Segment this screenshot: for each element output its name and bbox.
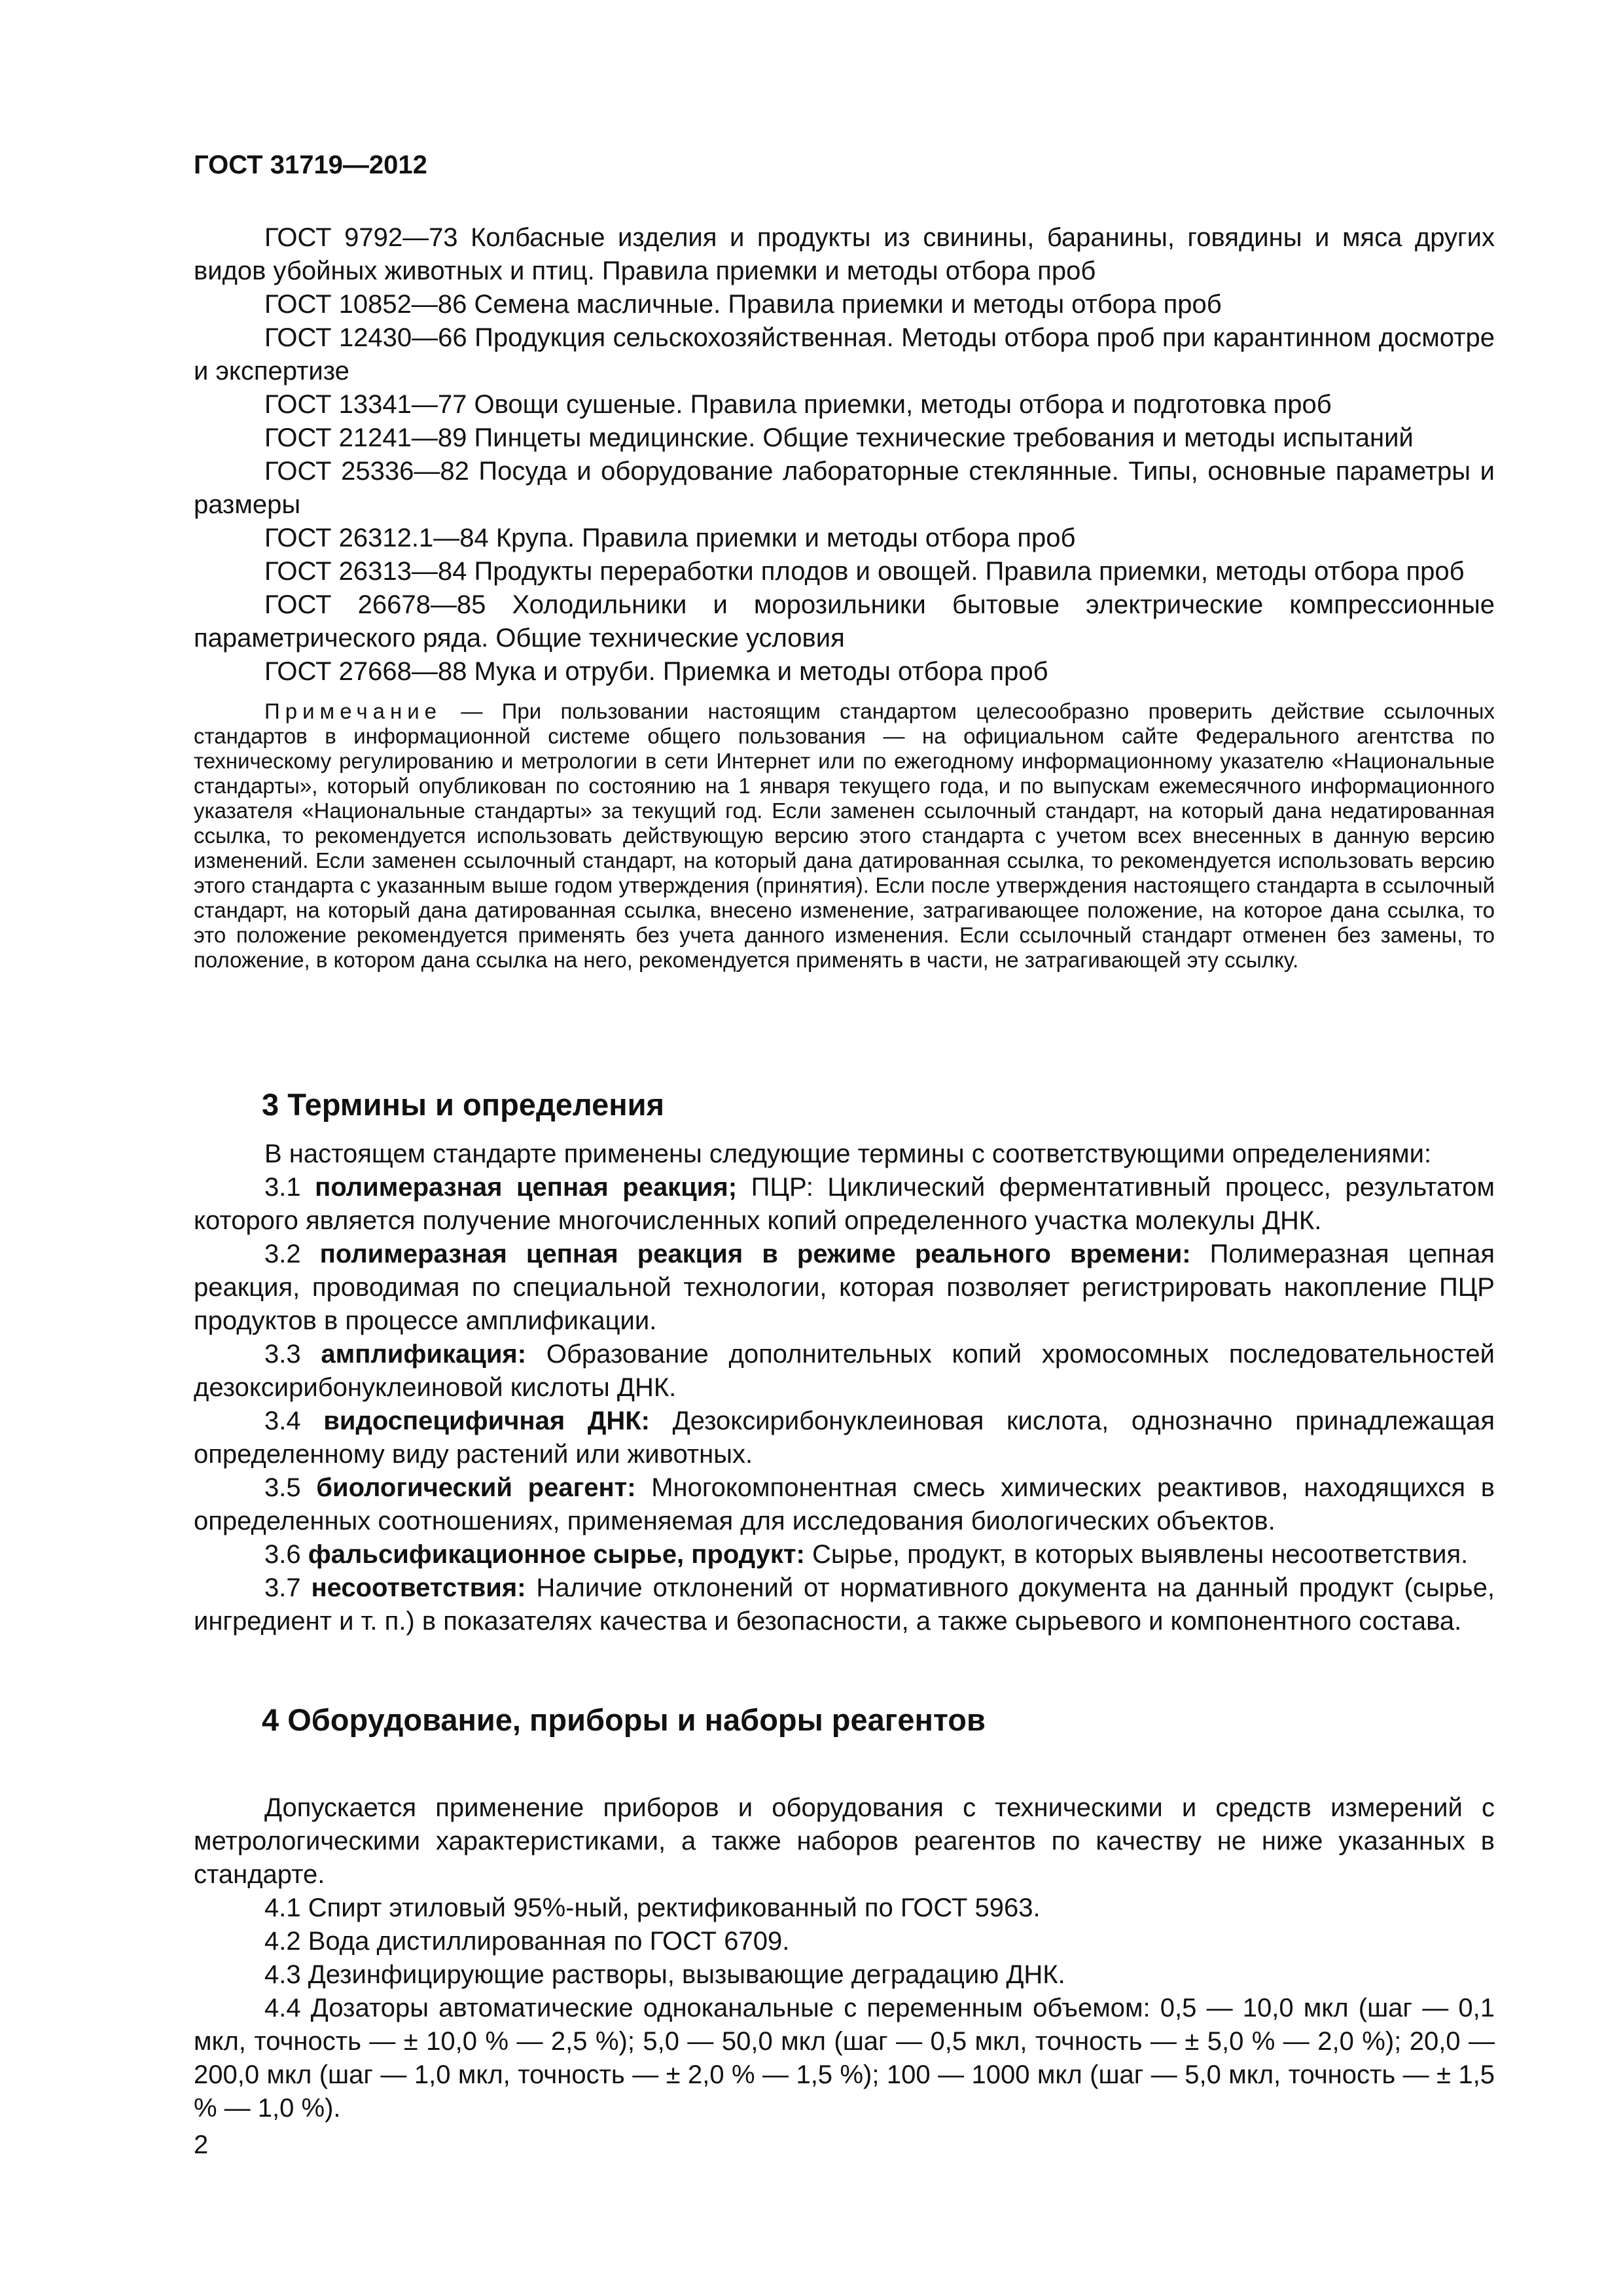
term-definition: 3.6 фальсификационное сырье, продукт: Сырье, продукт, в которых выявлены несоответствия. (264, 1540, 1469, 1569)
term-definition: 3.7 несоответствия: Наличие отклонений от нормативного документа на данный продукт (сырье, ингредиент и т. п.) в показателях качества и безопасности, а также сырьевого и компонентного состава. (194, 1573, 1495, 1636)
section-3-intro: В настоящем стандарте применены следующие термины с соответствующими определениями: (264, 1139, 1432, 1168)
page-number: 2 (194, 2130, 209, 2159)
note-label: Примечание (264, 699, 442, 723)
section-4-paragraph: 4.2 Вода дистиллированная по ГОСТ 6709. (264, 1927, 790, 1956)
reference-item: ГОСТ 27668—88 Мука и отруби. Приемка и методы отбора проб (264, 657, 1048, 686)
reference-item: ГОСТ 26312.1—84 Крупа. Правила приемки и методы отбора проб (264, 524, 1076, 552)
section-4-paragraph: 4.1 Спирт этиловый 95%-ный, ректификованный по ГОСТ 5963. (264, 1893, 1041, 1922)
section-3-body (194, 1138, 1495, 1638)
document-header-id: ГОСТ 31719—2012 (194, 151, 427, 179)
reference-item: ГОСТ 13341—77 Овощи сушеные. Правила приемки, методы отбора и подготовка проб (264, 390, 1332, 419)
term-name: полимеразная цепная реакция в режиме реального времени: (319, 1240, 1191, 1268)
term-name: видоспецифичная ДНК: (323, 1407, 650, 1435)
section-4-paragraph: 4.4 Дозаторы автоматические одноканальные с переменным объемом: 0,5 — 10,0 мкл (шаг — 0,1 мкл, точность — ± 10,0 % — 2,5 %); 5,0 — 50,0 мкл (шаг — 0,5 мкл, точность — ± 5,0 % — 2,0 %); 20,0 — 200,0 мкл (шаг — 1,0 мкл, точность — ± 2,0 % — 1,5 %); 100 — 1000 мкл (шаг — 5,0 мкл, точность — ± 1,5 % — 1,0 %). (194, 1994, 1495, 2123)
reference-item: ГОСТ 21241—89 Пинцеты медицинские. Общие технические требования и методы испытаний (264, 423, 1414, 452)
term-definition: 3.3 амплификация: Образование дополнительных копий хромосомных последовательностей дезоксирибонуклеиновой кислоты ДНК. (194, 1340, 1495, 1402)
reference-item: ГОСТ 26313—84 Продукты переработки плодов и овощей. Правила приемки, методы отбора проб (264, 557, 1465, 586)
section-4-body (194, 1791, 1495, 2125)
term-name: амплификация: (321, 1340, 527, 1369)
note-text: — При пользовании настоящим стандартом целесообразно проверить действие ссылочных стандартов в информационной системе общего пользования — на официальном сайте Федерального агентства по техническому регулированию и метрологии в сети Интернет или по ежегодному информационному указателю «Национальные стандарты», который опубликован по состоянию на 1 января текущего года, и по выпускам ежемесячного информационного указателя «Национальные стандарты» за текущий год. Если заменен ссылочный стандарт, на который дана недатированная ссылка, то рекомендуется использовать действующую версию этого стандарта с учетом всех внесенных в данную версию изменений. Если заменен ссылочный стандарт, на который дана датированная ссылка, то рекомендуется использовать версию этого стандарта с указанным выше годом утверждения (принятия). Если после утверждения настоящего стандарта в ссылочный стандарт, на который дана датированная ссылка, внесено изменение, затрагивающее положение, на которое дана ссылка, то это положение рекомендуется применять без учета данного изменения. Если ссылочный стандарт отменен без замены, то положение, в котором дана ссылка на него, рекомендуется применять в части, не затрагивающей эту ссылку. (194, 699, 1495, 972)
term-name: полимеразная цепная реакция; (315, 1173, 738, 1202)
term-name: биологический реагент: (316, 1473, 636, 1502)
term-name: фальсификационное сырье, продукт: (308, 1540, 805, 1569)
note-paragraph (194, 699, 1495, 973)
section-4-paragraph: Допускается применение приборов и оборудования с техническими и средств измерений с метрологическими характеристиками, а также наборов реагентов по качеству не ниже указанных в стандарте. (194, 1793, 1495, 1889)
reference-item: ГОСТ 9792—73 Колбасные изделия и продукты из свинины, баранины, говядины и мяса других видов убойных животных и птиц. Правила приемки и методы отбора проб (194, 223, 1495, 285)
reference-item: ГОСТ 26678—85 Холодильники и морозильники бытовые электрические компрессионные параметрического ряда. Общие технические условия (194, 590, 1495, 653)
term-name: несоответствия: (311, 1573, 526, 1602)
term-definition: 3.4 видоспецифичная ДНК: Дезоксирибонуклеиновая кислота, однозначно принадлежащая определенному виду растений или животных. (194, 1407, 1495, 1469)
reference-item: ГОСТ 10852—86 Семена масличные. Правила приемки и методы отбора проб (264, 290, 1222, 319)
term-definition: 3.5 биологический реагент: Многокомпонентная смесь химических реактивов, находящихся в определенных соотношениях, применяемая для исследования биологических объектов. (194, 1473, 1495, 1535)
term-definition: 3.2 полимеразная цепная реакция в режиме реального времени: Полимеразная цепная реакция, проводимая по специальной технологии, которая позволяет регистрировать накопление ПЦР продуктов в процессе амплификации. (194, 1240, 1495, 1335)
reference-item: ГОСТ 12430—66 Продукция сельскохозяйственная. Методы отбора проб при карантинном досмотре и экспертизе (194, 323, 1495, 386)
normative-references-list (194, 221, 1495, 689)
section-4-heading: 4 Оборудование, приборы и наборы реагентов (262, 1702, 986, 1737)
section-4-paragraph: 4.3 Дезинфицирующие растворы, вызывающие деградацию ДНК. (264, 1960, 1065, 1989)
term-definition: 3.1 полимеразная цепная реакция; ПЦР: Циклический ферментативный процесс, результатом которого является получение многочисленных копий определенного участка молекулы ДНК. (194, 1173, 1495, 1235)
section-3-heading: 3 Термины и определения (262, 1087, 664, 1122)
reference-item: ГОСТ 25336—82 Посуда и оборудование лабораторные стеклянные. Типы, основные параметры и размеры (194, 457, 1495, 519)
